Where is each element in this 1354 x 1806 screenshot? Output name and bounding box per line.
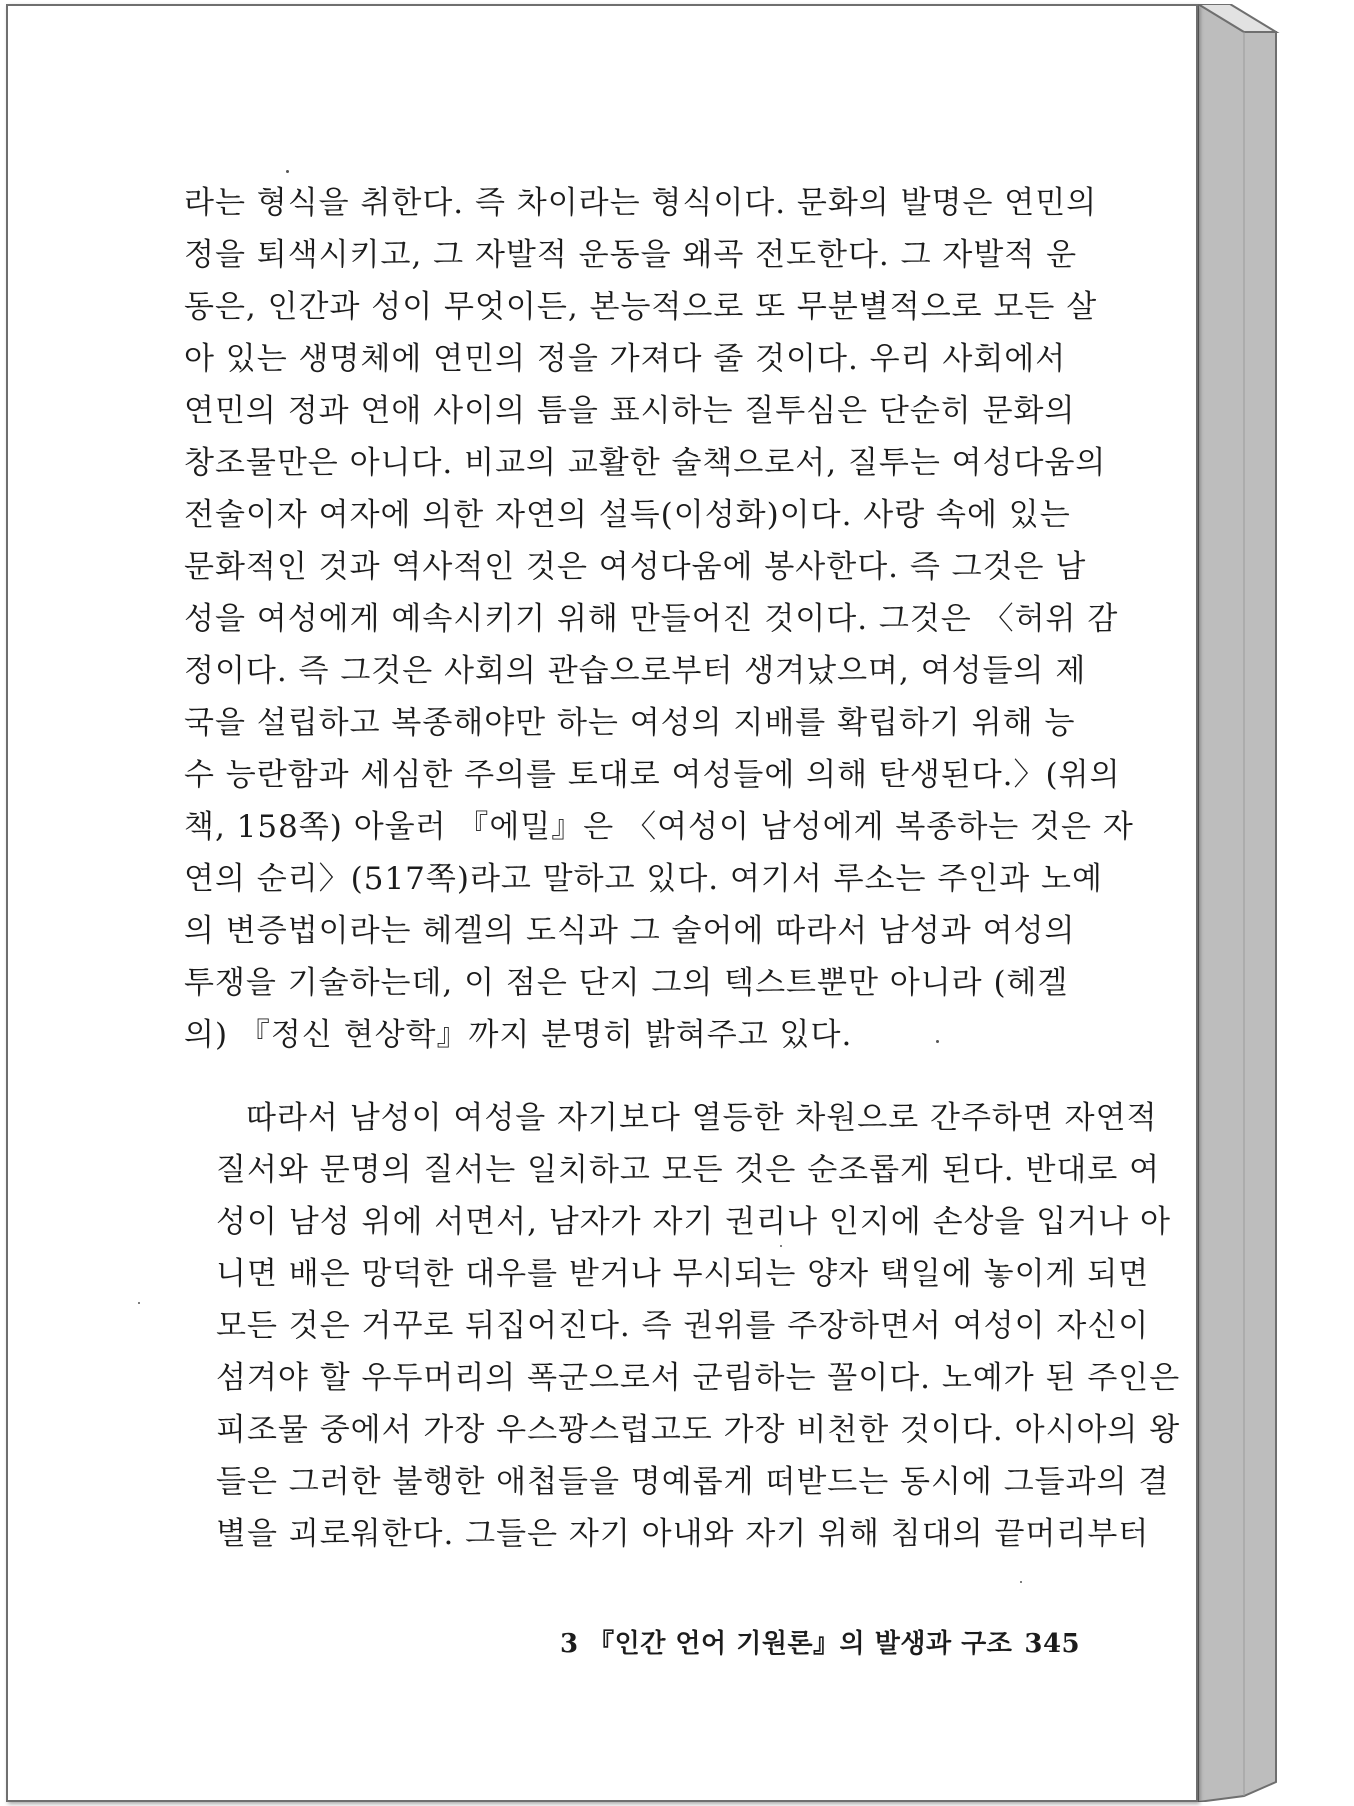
text-line: 전술이자 여자에 의한 자연의 설득(이성화)이다. 사랑 속에 있는 — [184, 497, 1071, 533]
text-line: 섬겨야 할 우두머리의 폭군으로서 군림하는 꼴이다. 노예가 된 주인은 — [216, 1360, 1181, 1396]
text-line: 책, 158쪽) 아울러 『에밀』은 〈여성이 남성에게 복종하는 것은 자 — [184, 809, 1134, 845]
text-line: 니면 배은 망덕한 대우를 받거나 무시되는 양자 택일에 놓이게 되면 — [216, 1256, 1150, 1292]
text-line: 성이 남성 위에 서면서, 남자가 자기 권리나 인지에 손상을 입거나 아 — [216, 1204, 1171, 1240]
text-line: 의 변증법이라는 헤겔의 도식과 그 술어에 따라서 남성과 여성의 — [184, 913, 1076, 949]
text-line: 피조물 중에서 가장 우스꽝스럽고도 가장 비천한 것이다. 아시아의 왕 — [216, 1412, 1181, 1448]
text-line: 투쟁을 기술하는데, 이 점은 단지 그의 텍스트뿐만 아니라 (헤겔 — [184, 965, 1069, 1001]
text-line: 라는 형식을 취한다. 즉 차이라는 형식이다. 문화의 발명은 연민의 — [184, 185, 1098, 221]
text-line: 들은 그러한 불행한 애첩들을 명예롭게 떠받드는 동시에 그들과의 결 — [216, 1464, 1170, 1500]
text-line: 동은, 인간과 성이 무엇이든, 본능적으로 또 무분별적으로 모든 살 — [184, 289, 1098, 325]
text-line: 연민의 정과 연애 사이의 틈을 표시하는 질투심은 단순히 문화의 — [184, 393, 1076, 429]
text-line: 성을 여성에게 예속시키기 위해 만들어진 것이다. 그것은 〈허위 감 — [184, 601, 1119, 637]
text-line: 따라서 남성이 여성을 자기보다 열등한 차원으로 간주하면 자연적 — [246, 1100, 1158, 1136]
book-page-edge — [1198, 4, 1280, 1802]
text-line: 창조물만은 아니다. 비교의 교활한 술책으로서, 질투는 여성다움의 — [184, 445, 1107, 481]
text-line: 아 있는 생명체에 연민의 정을 가져다 줄 것이다. 우리 사회에서 — [184, 341, 1067, 377]
scan-speck — [1020, 1581, 1022, 1583]
text-line: 국을 설립하고 복종해야만 하는 여성의 지배를 확립하기 위해 능 — [184, 705, 1076, 741]
text-line: 모든 것은 거꾸로 뒤집어진다. 즉 권위를 주장하면서 여성이 자신이 — [216, 1308, 1150, 1344]
scan-speck — [138, 1302, 140, 1304]
text-line: 정을 퇴색시키고, 그 자발적 운동을 왜곡 전도한다. 그 자발적 운 — [184, 237, 1078, 273]
text-line: 별을 괴로워한다. 그들은 자기 아내와 자기 위해 침대의 끝머리부터 — [216, 1516, 1150, 1552]
text-line: 정이다. 즉 그것은 사회의 관습으로부터 생겨났으며, 여성들의 제 — [184, 653, 1087, 689]
text-line: 질서와 문명의 질서는 일치하고 모든 것은 순조롭게 된다. 반대로 여 — [216, 1152, 1161, 1188]
page-number: 345 — [1024, 1629, 1081, 1659]
text-line: 연의 순리〉(517쪽)라고 말하고 있다. 여기서 루소는 주인과 노예 — [184, 861, 1103, 897]
scan-speck — [936, 1040, 939, 1043]
scan-speck — [780, 1245, 782, 1247]
page-footer — [560, 1624, 1081, 1664]
text-line: 문화적인 것과 역사적인 것은 여성다움에 봉사한다. 즉 그것은 남 — [184, 549, 1087, 585]
text-line: 수 능란함과 세심한 주의를 토대로 여성들에 의해 탄생된다.〉(위의 — [184, 757, 1121, 793]
running-head: 3 『인간 언어 기원론』의 발생과 구조 — [560, 1629, 1013, 1659]
text-line: 의) 『정신 현상학』까지 분명히 밝혀주고 있다. — [184, 1017, 853, 1053]
scan-speck — [286, 170, 289, 173]
